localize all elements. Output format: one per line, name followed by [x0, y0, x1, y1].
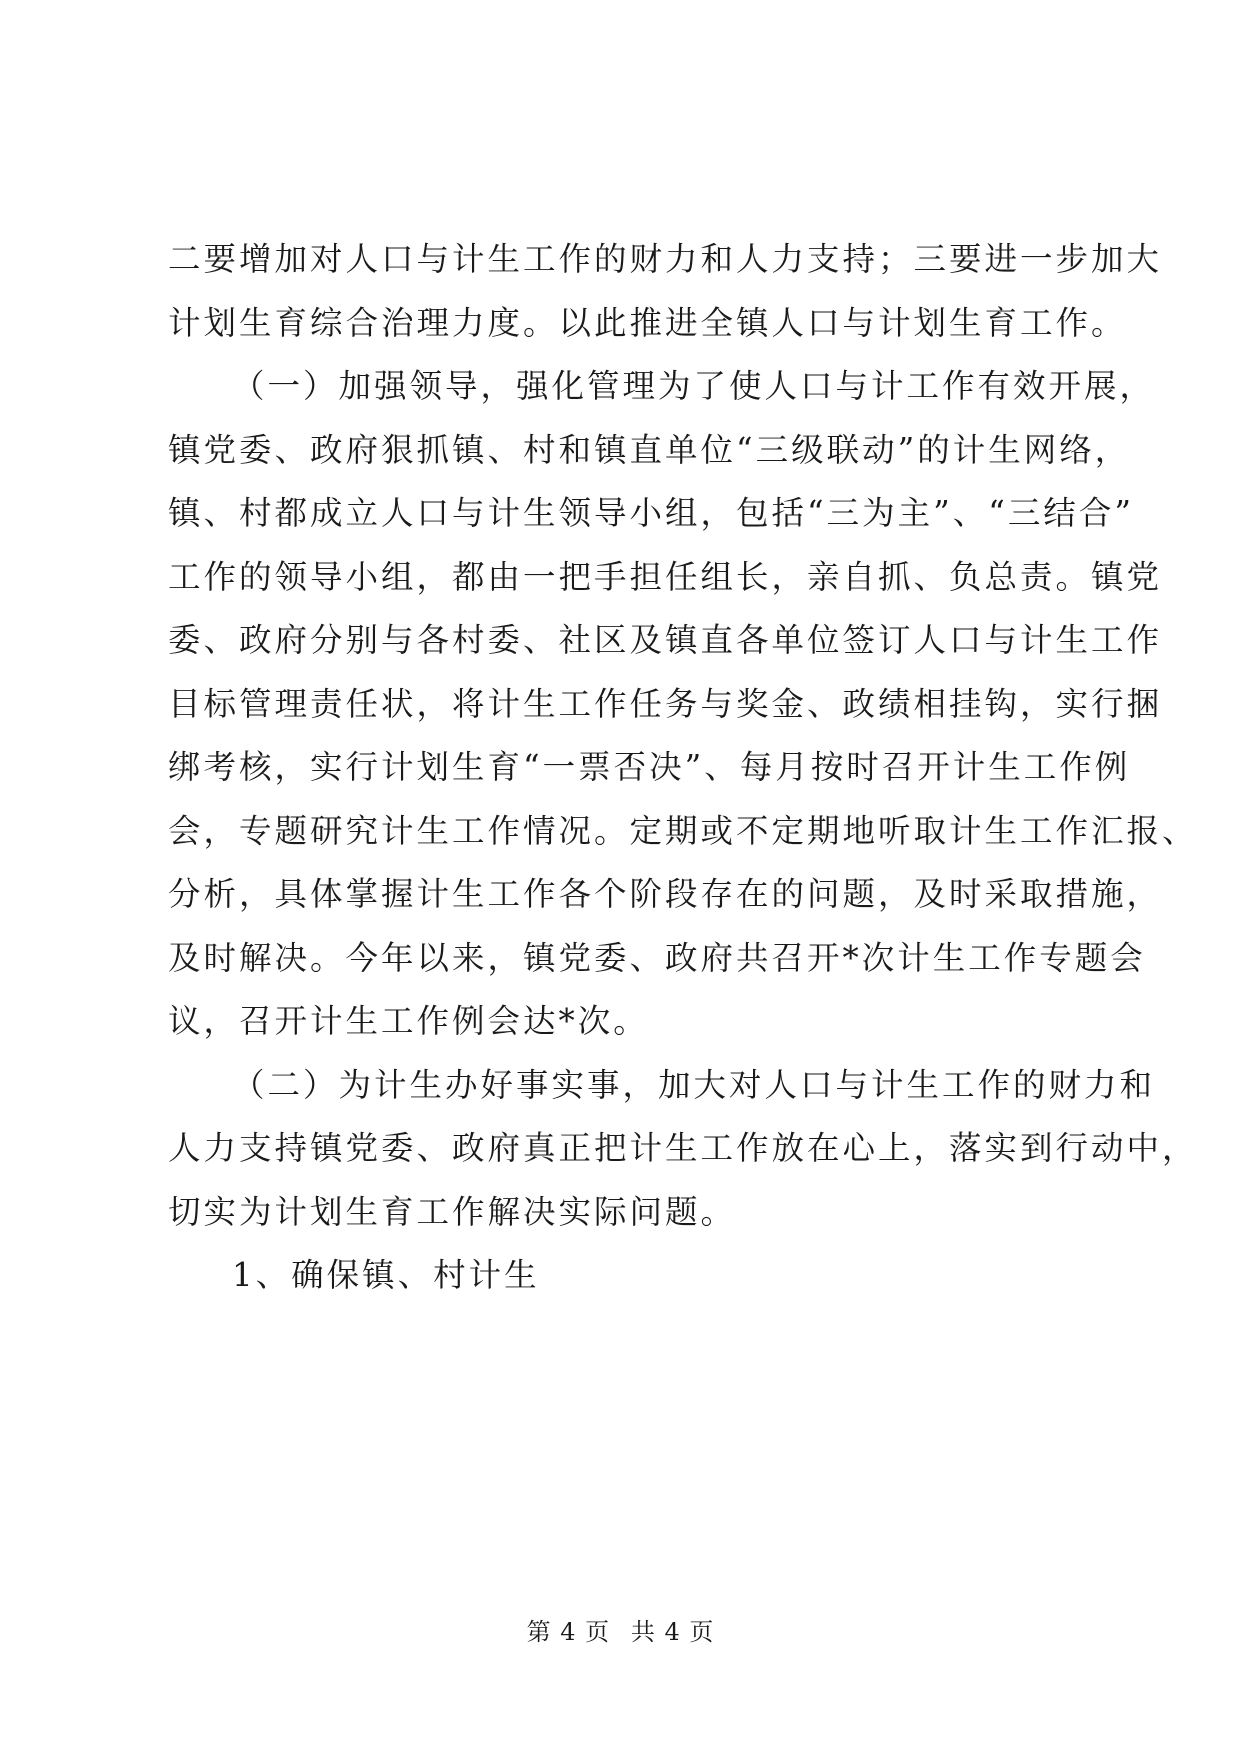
document-body: [168, 228, 1198, 1308]
text-line: 及时解决。今年以来，镇党委、政府共召开*次计生工作专题会: [168, 938, 1146, 977]
text-line: 镇、村都成立人口与计生领导小组，包括“三为主”、“三结合”: [168, 494, 1134, 532]
text-line: 计划生育综合治理力度。以此推进全镇人口与计划生育工作。: [168, 303, 1127, 342]
text-line: 1、确保镇、村计生: [232, 1256, 540, 1294]
page-number: 第 4 页: [526, 1618, 611, 1646]
page-footer: [0, 1612, 1241, 1647]
text-line: 绑考核，实行计划生育“一票否决”、每月按时召开计生工作例: [168, 748, 1131, 786]
text-line: 工作的领导小组，都由一把手担任组长，亲自抓、负总责。镇党: [168, 557, 1163, 596]
text-line: 镇党委、政府狠抓镇、村和镇直单位“三级联动”的计生网络，: [168, 430, 1131, 469]
text-line: （二）为计生办好事实事，加大对人口与计生工作的财力和: [232, 1065, 1156, 1104]
text-line: 委、政府分别与各村委、社区及镇直各单位签订人口与计生工作: [168, 621, 1163, 659]
text-line: （一）加强领导，强化管理为了使人口与计工作有效开展，: [232, 367, 1156, 405]
text-line: 会，专题研究计生工作情况。定期或不定期地听取计生工作汇报、: [168, 811, 1198, 850]
page-total: 共 4 页: [630, 1618, 715, 1646]
text-line: 分析，具体掌握计生工作各个阶段存在的问题，及时采取措施，: [168, 875, 1163, 913]
text-line: 切实为计划生育工作解决实际问题。: [168, 1192, 737, 1231]
text-line: 目标管理责任状，将计生工作任务与奖金、政绩相挂钩，实行捆: [168, 684, 1163, 723]
text-line: 议，召开计生工作例会达*次。: [168, 1002, 649, 1040]
text-line: 二要增加对人口与计生工作的财力和人力支持；三要进一步加大: [168, 240, 1163, 278]
text-line: 人力支持镇党委、政府真正把计生工作放在心上，落实到行动中，: [168, 1129, 1198, 1167]
